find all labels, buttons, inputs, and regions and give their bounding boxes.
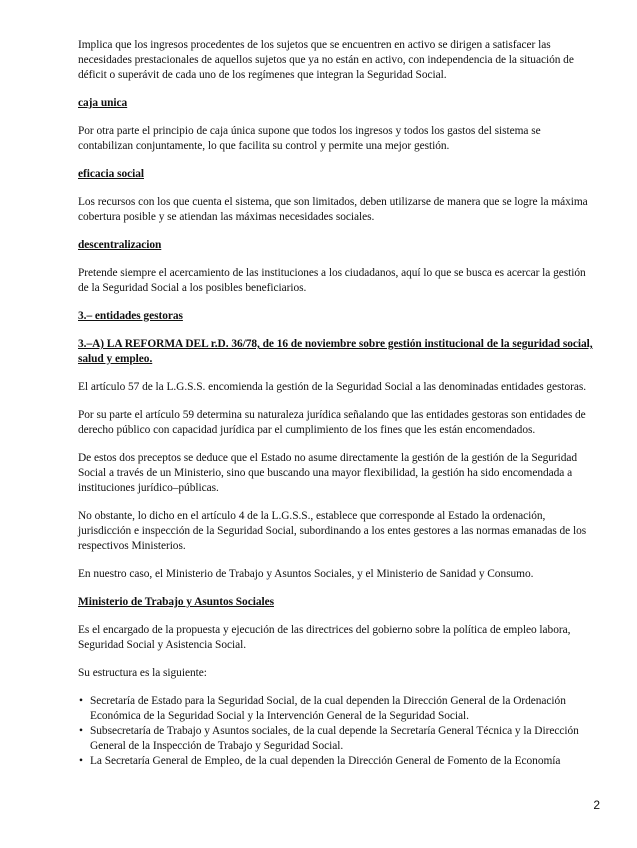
- paragraph-preceptos: De estos dos preceptos se deduce que el Estado no asume directamente la gestión de la gestión de la Seguridad Social a través de un Ministerio, sino que buscando una mayor flexibilidad, la gestión ha sido encomendada a instituciones jurídico–públicas.: [78, 452, 578, 494]
- bullet-icon: •: [79, 755, 83, 767]
- list-item-text: Subsecretaría de Trabajo y Asuntos sociales, de la cual depende la Secretaría General Técnica y la Dirección General de la Inspección de Trabajo y Seguridad Social.: [90, 725, 579, 752]
- paragraph-descentralizacion: Pretende siempre el acercamiento de las instituciones a los ciudadanos, aquí lo que se busca es acercar la gestión de la Seguridad Social a los posibles beneficiarios.: [78, 267, 586, 294]
- heading-ministerio-trabajo: Ministerio de Trabajo y Asuntos Sociales: [78, 596, 274, 608]
- structure-list: [78, 694, 593, 769]
- heading-reforma: 3.–A) LA REFORMA DEL r.D. 36/78, de 16 de noviembre sobre gestión institucional de la seguridad social, salud y empleo.: [78, 338, 593, 365]
- bullet-icon: •: [79, 695, 83, 707]
- paragraph-nuestro-caso: En nuestro caso, el Ministerio de Trabajo y Asuntos Sociales, y el Ministerio de Sanidad y Consumo.: [78, 568, 534, 580]
- paragraph-estructura: Su estructura es la siguiente:: [78, 667, 207, 679]
- paragraph-intro: Implica que los ingresos procedentes de los sujetos que se encuentren en activo se dirigen a satisfacer las necesidades prestacionales de aquellos sujetos que ya no están en activo, con independencia de la situación de déficit o superávit de cada uno de los regímenes que integran la Seguridad Social.: [78, 39, 574, 81]
- paragraph-articulo-57: El artículo 57 de la L.G.S.S. encomienda la gestión de la Seguridad Social a las denominadas entidades gestoras.: [78, 381, 587, 393]
- paragraph-eficacia-social: Los recursos con los que cuenta el sistema, que son limitados, deben utilizarse de manera que se logre la máxima cobertura posible y se atiendan las máximas necesidades sociales.: [78, 196, 588, 223]
- list-item: [78, 724, 593, 754]
- list-item: [78, 754, 593, 769]
- paragraph-encargado: Es el encargado de la propuesta y ejecución de las directrices del gobierno sobre la política de empleo labora, Seguridad Social y Asistencia Social.: [78, 624, 571, 651]
- bullet-icon: •: [79, 725, 83, 737]
- heading-eficacia-social: eficacia social: [78, 168, 144, 180]
- page-number: 2: [593, 798, 600, 812]
- heading-caja-unica: caja unica: [78, 97, 128, 109]
- list-item-text: La Secretaría General de Empleo, de la cual dependen la Dirección General de Fomento de la Economía: [90, 755, 561, 767]
- paragraph-articulo-59: Por su parte el artículo 59 determina su naturaleza jurídica señalando que las entidades gestoras son entidades de derecho público con capacidad jurídica par el cumplimiento de los fines que les están encomendados.: [78, 409, 586, 436]
- document-page: [78, 38, 593, 769]
- heading-descentralizacion: descentralizacion: [78, 239, 162, 251]
- list-item: [78, 694, 593, 724]
- list-item-text: Secretaría de Estado para la Seguridad Social, de la cual dependen la Dirección General de la Ordenación Económica de la Seguridad Social y la Intervención General de la Seguridad Social.: [90, 695, 566, 722]
- paragraph-caja-unica: Por otra parte el principio de caja única supone que todos los ingresos y todos los gastos del sistema se contabilizan conjuntamente, lo que facilita su control y permite una mejor gestión.: [78, 125, 541, 152]
- heading-entidades-gestoras: 3.– entidades gestoras: [78, 310, 183, 322]
- paragraph-articulo-4: No obstante, lo dicho en el artículo 4 de la L.G.S.S., establece que corresponde al Estado la ordenación, jurisdicción e inspección de la Seguridad Social, subordinando a los entes gestores a las normas emanadas de los respectivos Ministerios.: [78, 510, 587, 552]
